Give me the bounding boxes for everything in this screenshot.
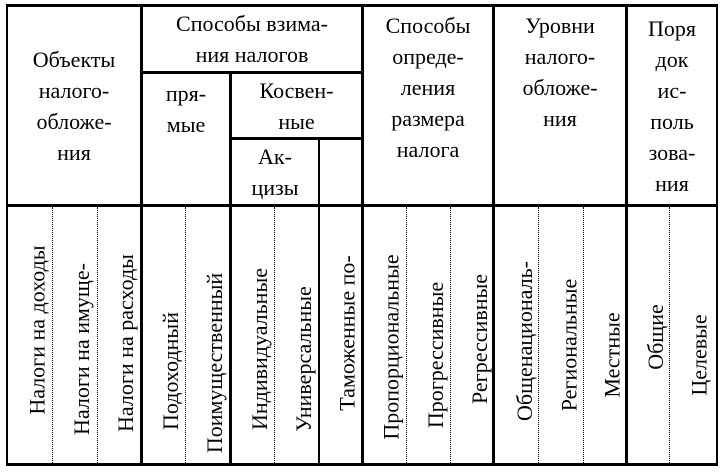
column-label: Поимущественный <box>202 272 227 454</box>
column-universal <box>282 207 326 463</box>
column-label: Налоги на имуще- <box>69 263 95 435</box>
column-label: Общие <box>643 304 668 370</box>
column-proportional <box>370 207 414 463</box>
column-expense-taxes <box>104 207 148 463</box>
column-property-taxes <box>60 207 104 463</box>
header-tax-levels: Уровни налого- обложе- ния <box>522 13 598 131</box>
column-label: Универсальные <box>291 286 317 432</box>
column-label: Пропорциональные <box>379 254 404 440</box>
column-national <box>503 207 547 463</box>
column-local <box>591 207 635 463</box>
header-usage-order: Поря док ис- поль зова- ния <box>647 15 696 196</box>
header-direct: пря- мые <box>165 81 207 137</box>
column-label: Местные <box>600 312 626 398</box>
column-targeted <box>678 207 722 463</box>
header-objects: Объекты налого- обложе- ния <box>32 46 116 165</box>
column-label: Таможенные по- <box>335 255 360 411</box>
column-label: Целевые <box>687 314 712 396</box>
column-label: Налоги на расходы <box>113 254 138 432</box>
column-income-taxes <box>16 207 60 463</box>
column-label: Общенациональ- <box>512 261 538 421</box>
column-label: Налоги на доходы <box>25 245 50 415</box>
header-indirect: Косвен- ные <box>259 77 334 134</box>
column-income-based <box>149 207 193 463</box>
column-progressive <box>414 207 458 463</box>
column-label: Прогрессивные <box>423 281 449 429</box>
column-regressive <box>458 207 502 463</box>
column-customs <box>326 207 370 463</box>
column-individual <box>238 207 282 463</box>
header-size-methods: Способы опреде- ления размера налога <box>385 12 471 162</box>
column-label: Индивидуальные <box>247 268 273 430</box>
header-collection-methods: Способы взима- ния налогов <box>176 11 328 67</box>
header-excise: Ак- цизы <box>251 144 299 200</box>
column-label: Региональные <box>556 278 582 412</box>
column-label: Регрессивные <box>467 273 492 405</box>
column-general <box>634 207 678 463</box>
column-label: Подоходный <box>158 312 184 430</box>
column-property-based <box>193 207 237 463</box>
column-regional <box>547 207 591 463</box>
